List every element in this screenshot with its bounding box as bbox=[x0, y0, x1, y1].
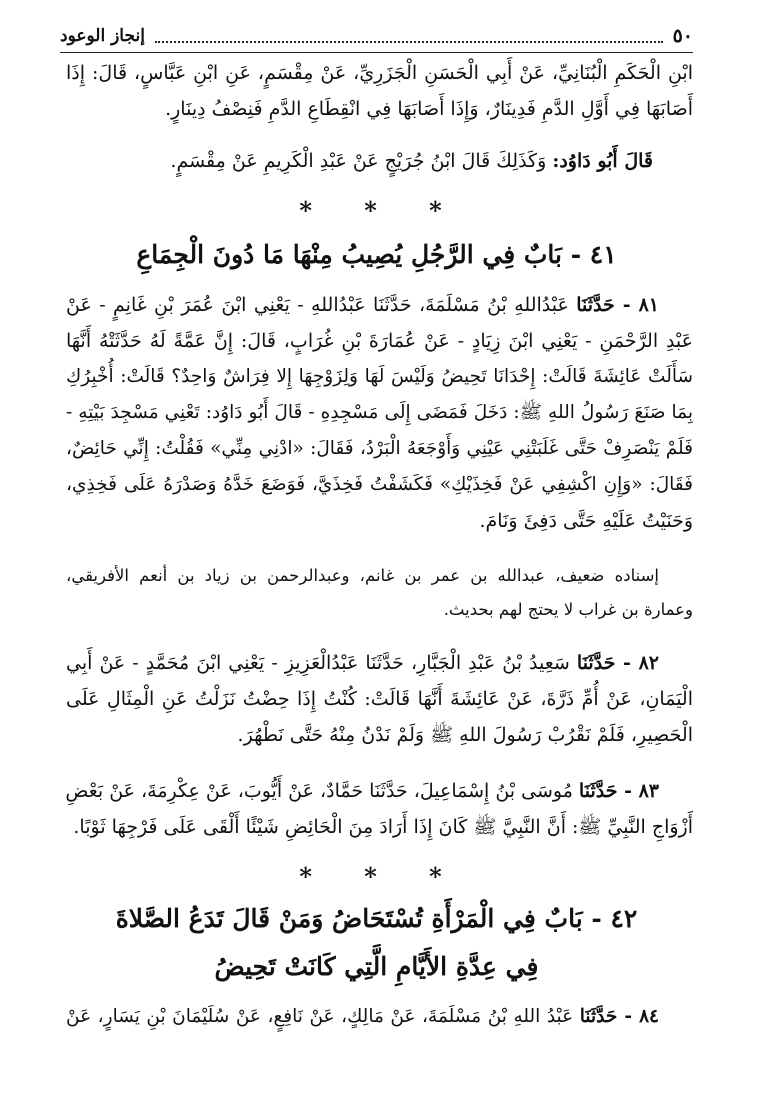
hadith-82-line: الْيَمَانِ، عَنْ أُمِّ ذَرَّةَ، عَنْ عَائِشَةَ أَنَّهَا قَالَتْ: كُنْتُ إِذَا حِضْتُ نَزَلْتُ عَنِ الْمِثَالِ عَلَى bbox=[66, 688, 693, 710]
hadith-82-lead: ٨٢ - حَدَّثَنَا bbox=[576, 652, 659, 674]
section-separator: * * * bbox=[299, 862, 464, 891]
hadith-82-line: الْحَصِيرِ، فَلَمْ نَقْرُبْ رَسُولَ اللهِ ﷺ وَلَمْ نَدْنُ مِنْهُ حَتَّى نَطْهُرَ. bbox=[237, 724, 693, 746]
hadith-83-line: أَزْوَاجِ النَّبِيِّ ﷺ: أَنَّ النَّبِيَّ ﷺ كَانَ إِذَا أَرَادَ مِنَ الْحَائِضِ شَيْئًا أَلْقَى عَلَى فَرْجِهَا ثَوْبًا. bbox=[73, 816, 693, 838]
hadith-81-text: عَبْدُاللهِ بْنُ مَسْلَمَةَ، حَدَّثَنَا عَبْدُاللهِ - يَعْنِي ابْنَ عُمَرَ بْنِ غَانِمٍ - عَنْ bbox=[66, 294, 569, 316]
section-separator: * * * bbox=[299, 196, 464, 225]
hadith-82-text: سَعِيدُ بْنُ عَبْدِ الْجَبَّارِ، حَدَّثَنَا عَبْدُالْعَزِيزِ - يَعْنِي ابْنَ مُحَمَّدٍ - عَنْ أَبِي bbox=[66, 652, 570, 674]
text-line: أَصَابَهَا فِي أَوَّلِ الدَّمِ فَدِينَارٌ، وَإِذَا أَصَابَهَا فِي انْقِطَاعِ الدَّمِ فَنِصْفُ دِينَارٍ. bbox=[165, 98, 693, 120]
hadith-81-line bbox=[66, 294, 693, 317]
hadith-84-text: عَبْدُ اللهِ بْنُ مَسْلَمَةَ، عَنْ مَالِكٍ، عَنْ نَافِعٍ، عَنْ سُلَيْمَانَ بْنِ يَسَارٍ، عَنْ bbox=[66, 1006, 574, 1027]
hadith-83-lead: ٨٣ - حَدَّثَنَا bbox=[578, 780, 659, 802]
hadith-81-line: عَبْدِ الرَّحْمَنِ - يَعْنِي ابْنَ زِيَادٍ - عَنْ عُمَارَةَ بْنِ غُرَابٍ، قَالَ: إِنَّ عَمَّةً لَهُ حَدَّثَتْهُ أَنَّهَا bbox=[66, 330, 693, 352]
hadith-83-line bbox=[66, 780, 693, 803]
chapter-42-title-line2: فِي عِدَّةِ الأَيَّامِ الَّتِي كَانَتْ تَحِيضُ bbox=[214, 952, 539, 981]
hadith-81-line: فَلَمْ يَنْصَرِفْ حَتَّى غَلَبَتْنِي عَيْنِي وَأَوْجَعَهُ الْبَرْدُ، فَقَالَ: «ادْنِي مِنِّي» فَقُلْتُ: إِنِّي حَائِضٌ، bbox=[66, 438, 693, 459]
page-header bbox=[60, 20, 693, 52]
hadith-81-line: بِمَا صَنَعَ رَسُولُ اللهِ ﷺ: دَخَلَ فَمَضَى إِلَى مَسْجِدِهِ - قَالَ أَبُو دَاوُد: تَعْنِي مَسْجِدَ بَيْتِهِ - bbox=[66, 402, 693, 423]
hadith-81-line: وَحَنَيْتُ عَلَيْهِ حَتَّى دَفِئَ وَنَامَ. bbox=[479, 510, 693, 532]
header-rule bbox=[60, 52, 693, 53]
header-dotted-leader bbox=[155, 29, 663, 43]
chapter-41-title: ٤١ - بَابٌ فِي الرَّجُلِ يُصِيبُ مِنْهَا مَا دُونَ الْجِمَاعِ bbox=[136, 240, 617, 269]
chapter-42-title-line1: ٤٢ - بَابٌ فِي الْمَرْأَةِ تُسْتَحَاضُ وَمَنْ قَالَ تَدَعُ الصَّلاةَ bbox=[115, 904, 638, 933]
hadith-81-line: سَأَلَتْ عَائِشَةَ قَالَتْ: إِحْدَانَا تَحِيضُ وَلَيْسَ لَهَا وَلِزَوْجِهَا إِلا فِرَاشٌ وَاحِدٌ؟ قَالَتْ: أُخْبِرُكِ bbox=[66, 366, 693, 387]
page-number: ٥٠ bbox=[672, 25, 693, 47]
book-title: إنجاز الوعود bbox=[60, 26, 145, 46]
abu-dawud-text: وَكَذَلِكَ قَالَ ابْنُ جُرَيْجٍ عَنْ عَبْدِ الْكَرِيمِ عَنْ مِقْسَمٍ. bbox=[170, 150, 547, 172]
isnad-note-line: إسناده ضعيف، عبدالله بن عمر بن غانم، وعبدالرحمن بن زياد بن أنعم الأفريقي، bbox=[66, 566, 659, 585]
abu-dawud-label: قَالَ أَبُو دَاوُد: bbox=[552, 150, 653, 172]
text-line: ابْنِ الْحَكَمِ الْبُنَانِيِّ، عَنْ أَبِي الْحَسَنِ الْجَزَرِيِّ، عَنْ مِقْسَمٍ، عَنِ ابْنِ عَبَّاسٍ، قَالَ: إِذَا bbox=[66, 62, 693, 84]
hadith-82-line bbox=[66, 652, 693, 675]
hadith-81-line: فَقَالَ: «وَإِنِ اكْشِفِي عَنْ فَخِذَيْكِ» فَكَشَفْتُ فَخِذَيَّ، فَوَضَعَ خَدَّهُ وَصَدْرَهُ عَلَى فَخِذِي، bbox=[66, 474, 693, 495]
hadith-84-line bbox=[66, 1006, 693, 1028]
hadith-81-lead: ٨١ - حَدَّثَنَا bbox=[576, 294, 659, 316]
abu-dawud-note bbox=[66, 150, 693, 173]
hadith-83-text: مُوسَى بْنُ إِسْمَاعِيلَ، حَدَّثَنَا حَمَّادٌ، عَنْ أَيُّوبَ، عَنْ عِكْرِمَةَ، عَنْ بَعْضِ bbox=[65, 780, 573, 802]
isnad-note-line: وعمارة بن غراب لا يحتج لهم بحديث. bbox=[443, 600, 693, 619]
hadith-84-lead: ٨٤ - حَدَّثَنَا bbox=[579, 1006, 659, 1027]
